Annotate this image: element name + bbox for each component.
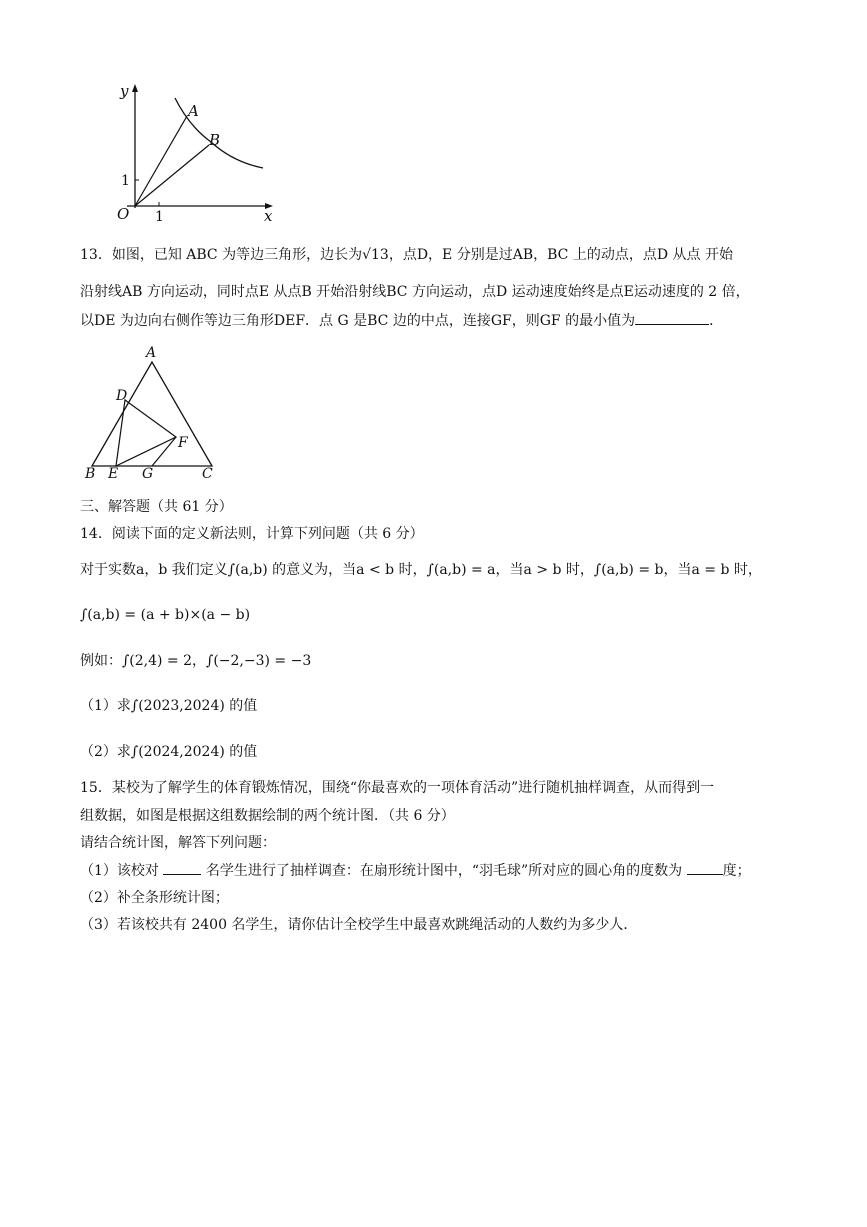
point-F-label: F: [178, 435, 188, 451]
point-B-label: B: [209, 131, 221, 149]
triangle-figure: [80, 342, 230, 482]
q14-definition: 对于实数a，b 我们定义∫(a,b) 的意义为，当a < b 时，∫(a,b) = a，当a > b 时，∫(a,b) = b，当a = b 时，: [80, 562, 762, 578]
q13-answer-blank[interactable]: [635, 310, 709, 325]
point-C-label: C: [202, 466, 213, 482]
point-A-label: A: [146, 345, 157, 361]
q15-answer-blank-1[interactable]: [163, 860, 201, 875]
q15-part-1-a: （1）该校对: [80, 863, 159, 879]
origin-label: O: [117, 205, 130, 223]
segment-OA: [135, 116, 187, 206]
x-axis-label: x: [264, 207, 273, 224]
q14-title: 14．阅读下面的定义新法则，计算下列问题（共 6 分）: [80, 526, 424, 542]
point-E-label: E: [108, 466, 119, 482]
y-axis-label: y: [120, 82, 129, 100]
q15-line-1: 15．某校为了解学生的体育锻炼情况，围绕“你最喜欢的一项体育活动”进行随机抽样调查，从而得到一: [80, 780, 715, 796]
q13-line-3-text: 以DE 为边向右侧作等边三角形DEF．点 G 是BC 边的中点，连接GF，则GF 的最小值为: [80, 313, 636, 329]
point-B-label: B: [85, 466, 96, 482]
section-3-heading: 三、解答题（共 61 分）: [80, 499, 233, 515]
q14-formula: ∫(a,b) = (a + b)×(a − b): [80, 607, 251, 623]
x-one-label: 1: [155, 209, 164, 224]
segment-OB: [135, 145, 209, 206]
y-one-label: 1: [121, 173, 130, 189]
y-axis-arrow: [132, 84, 138, 92]
segment-GF: [152, 437, 176, 466]
q15-part-1: [80, 860, 751, 881]
q14-part-2: （2）求∫(2024,2024) 的值: [80, 744, 258, 760]
q14-part-1: （1）求∫(2023,2024) 的值: [80, 698, 258, 714]
q15-line-2: 组数据，如图是根据这组数据绘制的两个统计图．（共 6 分）: [80, 808, 455, 824]
q15-part-1-b: 名学生进行了抽样调查：在扇形统计图中，“羽毛球”所对应的圆心角的度数为: [205, 863, 683, 879]
q13-line-3: [80, 310, 723, 331]
q14-example: 例如：∫(2,4) = 2，∫(−2,−3) = −3: [80, 653, 312, 669]
q13-line-3-end: ．: [709, 313, 724, 329]
point-A-label: A: [188, 102, 199, 120]
q15-part-1-c: 度；: [722, 863, 751, 879]
point-D-label: D: [116, 388, 128, 404]
q13-line-1: 13．如图，已知 ABC 为等边三角形，边长为√13，点D，E 分别是过AB，BC 上的动点，点D 从点 开始: [80, 247, 733, 263]
q15-line-3: 请结合统计图，解答下列问题：: [80, 835, 276, 851]
point-G-label: G: [142, 466, 154, 482]
coordinate-figure: [105, 82, 285, 224]
triangle-ABC: [92, 362, 212, 466]
q15-answer-blank-2[interactable]: [687, 860, 723, 875]
q13-line-2: 沿射线AB 方向运动，同时点E 从点B 开始沿射线BC 方向运动，点D 运动速度始终是点E运动速度的 2 倍，: [80, 284, 750, 300]
q15-part-3: （3）若该校共有 2400 名学生，请你估计全校学生中最喜欢跳绳活动的人数约为多少人．: [80, 917, 638, 933]
q15-part-2: （2）补全条形统计图；: [80, 890, 229, 906]
